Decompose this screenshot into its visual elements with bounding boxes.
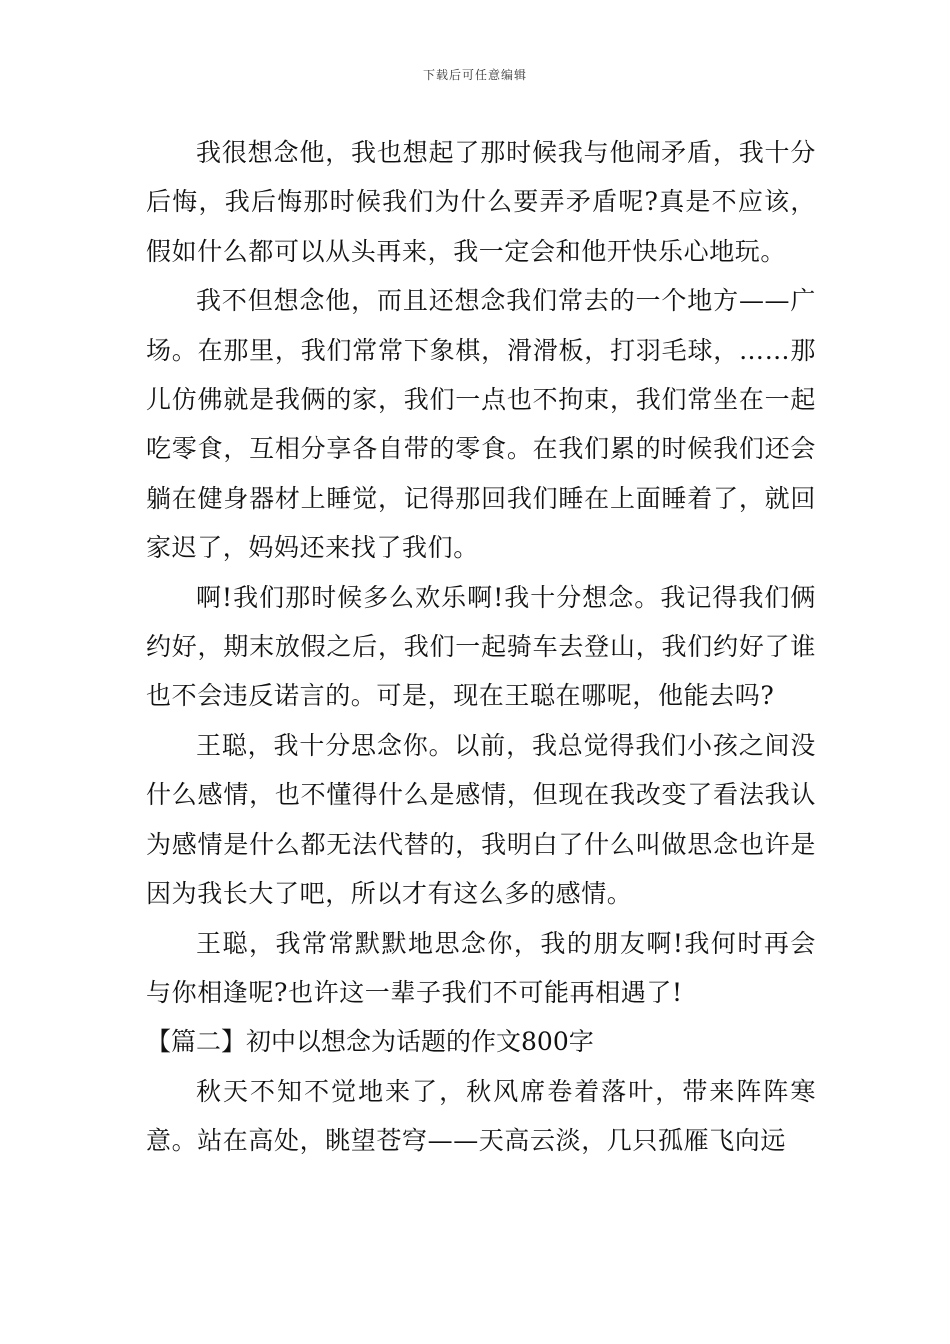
page-header: 下载后可任意编辑 [422, 68, 527, 82]
paragraph-3: 啊!我们那时候多么欢乐啊!我十分想念。我记得我们俩约好，期末放假之后，我们一起骑车去登山，我们约好了谁也不会违反诺言的。可是，现在王聪在哪呢，他能去吗? [146, 582, 816, 711]
section-heading: 【篇二】初中以想念为话题的作文800字 [146, 1027, 594, 1057]
section-paragraph-1: 秋天不知不觉地来了，秋风席卷着落叶，带来阵阵寒意。站在高处，眺望苍穹——天高云淡，几只孤雁飞向远 [146, 1076, 816, 1156]
paragraph-2: 我不但想念他，而且还想念我们常去的一个地方——广场。在那里，我们常常下象棋，滑滑板，打羽毛球，……那儿仿佛就是我俩的家，我们一点也不拘束，我们常坐在一起吃零食，互相分享各自带的零食。在我们累的时候我们还会躺在健身器材上睡觉，记得那回我们睡在上面睡着了，就回家迟了，妈妈还来找了我们。 [146, 286, 816, 563]
paragraph-1: 我很想念他，我也想起了那时候我与他闹矛盾，我十分后悔，我后悔那时候我们为什么要弄矛盾呢?真是不应该，假如什么都可以从头再来，我一定会和他开快乐心地玩。 [146, 138, 816, 266]
document-body [146, 128, 816, 1166]
paragraph-5: 王聪，我常常默默地思念你，我的朋友啊!我何时再会与你相逢呢?也许这一辈子我们不可能再相遇了! [146, 928, 816, 1007]
paragraph-4: 王聪，我十分思念你。以前，我总觉得我们小孩之间没什么感情，也不懂得什么是感情，但现在我改变了看法我认为感情是什么都无法代替的，我明白了什么叫做思念也许是因为我长大了吧，所以才有这么多的感情。 [146, 730, 816, 909]
